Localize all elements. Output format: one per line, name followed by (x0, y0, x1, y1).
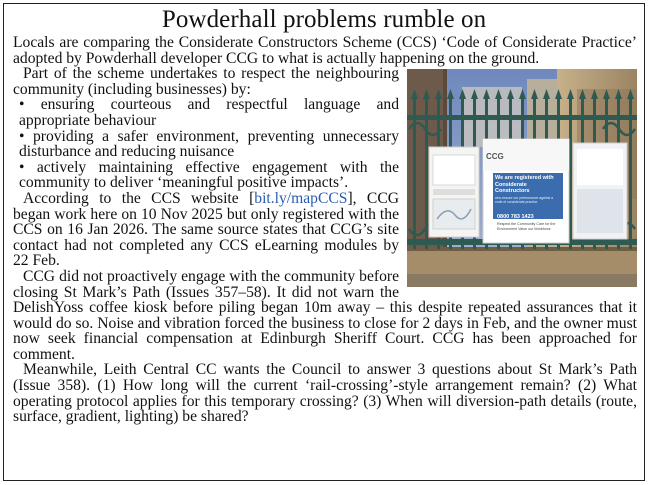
sign-footer: Respect the Community Care for the Environment Value our Workforce (497, 222, 556, 231)
sign-heading: We are registered with Considerate Constructors (495, 175, 554, 195)
questions-paragraph: Meanwhile, Leith Central CC wants the Council to answer 3 questions about St Mark’s Path (Issue 358). (1) How long will the current ‘rail-crossing’-style arrangement remain? (2) What operating protocol applies for this temporary crossing? (3) When will diversion-path details (route, surface, gradient, lighting) be shared? (13, 361, 637, 426)
intro-paragraph: Locals are comparing the Considerate Constructors Scheme (CCS) ‘Code of Considerate Practice’ adopted by Powderhall developer CCG to what is actually happening on the ground. (13, 34, 637, 67)
railing-sign-photo (407, 69, 637, 287)
bullet-item: • actively maintaining effective engagement with the community to deliver ‘meaningful positive impacts’. (19, 158, 399, 192)
sign-logo: CCG (486, 152, 504, 162)
ccs-website-link[interactable]: bit.ly/mapCCS (254, 189, 348, 207)
ccs-text-before-link: According to the CCS website [ (23, 189, 255, 207)
ccs-text-after-link: ], CCG began work here on 10 Nov 2025 but only registered with the CCS on 16 Jan 2026. The same source states that CCG’s site contact had not completed any CCS eLearning modules by 22 Feb. (13, 189, 399, 270)
engagement-paragraph: CCG did not proactively engage with the community before closing St Mark’s Path (Issues 357–58). It did not warn the DelishYoss coffee kiosk before piling began 10m away – this despite repeated assurances that it would do so. Noise and vibration forced the business to close for 2 days in Feb, and the owner must now seek financial compensation at Edinburgh Sheriff Court. CCG has been approached for comment. (13, 267, 637, 363)
scheme-lead-paragraph: Part of the scheme undertakes to respect the neighbouring community (including businesses) by: (13, 65, 399, 98)
bullet-item: • providing a safer environment, preventing unnecessary disturbance and reducing nuisance (19, 127, 399, 161)
sign-phone: 0800 783 1423 (497, 214, 534, 221)
article-clipping (3, 3, 645, 481)
article-body (4, 35, 644, 425)
article-headline: Powderhall problems rumble on (161, 6, 487, 33)
sign-subtext: who ensure our performance against a code of considerate practice (495, 196, 554, 205)
bullet-item: • ensuring courteous and respectful language and appropriate behaviour (19, 96, 399, 129)
